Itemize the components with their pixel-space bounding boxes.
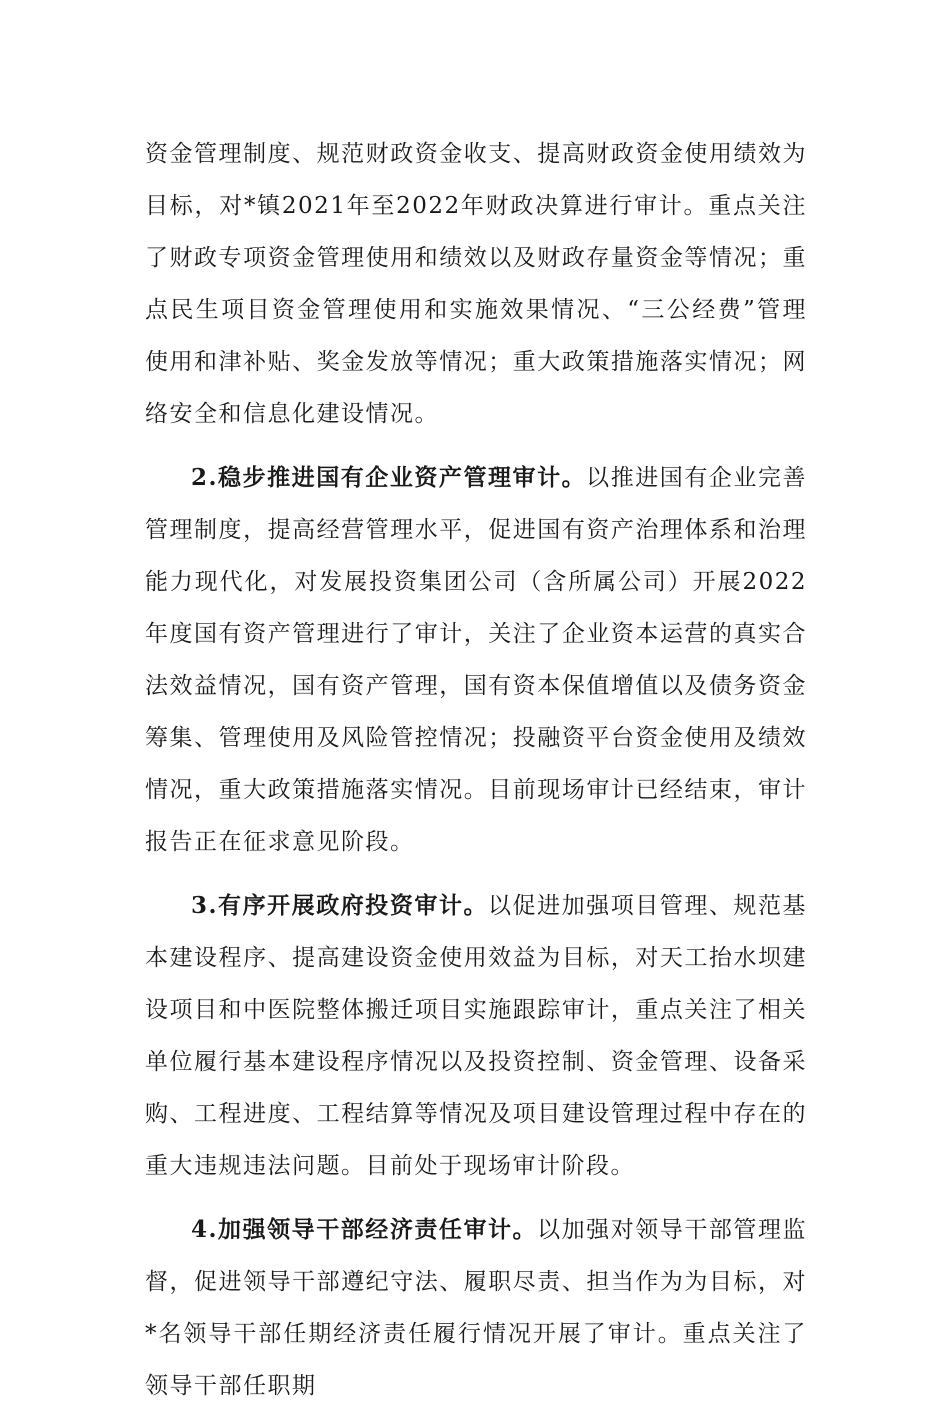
paragraph-4-lead: 4.加强领导干部经济责任审计。 [191,1216,538,1243]
paragraph-3-body: 以促进加强项目管理、规范基本建设程序、提高建设资金使用效益为目标，对天工抬水坝建设项目和中医院整体搬迁项目实施跟踪审计，重点关注了相关单位履行基本建设程序情况以及投资控制、资金管理、设备采购、工程进度、工程结算等情况及项目建设管理过程中存在的重大违规违法问题。目前处于现场审计阶段。 [145,893,808,1179]
paragraph-2-body: 以推进国有企业完善管理制度，提高经营管理水平，促进国有资产治理体系和治理能力现代化，对发展投资集团公司（含所属公司）开展2022年度国有资产管理进行了审计，关注了企业资本运营的真实合法效益情况，国有资产管理，国有资本保值增值以及债务资金筹集、管理使用及风险管控情况；投融资平台资金使用及绩效情况，重大政策措施落实情况。目前现场审计已经结束，审计报告正在征求意见阶段。 [145,465,807,855]
paragraph-1-body: 资金管理制度、规范财政资金收支、提高财政资金使用绩效为目标，对*镇2021年至2022年财政决算进行审计。重点关注了财政专项资金管理使用和绩效以及财政存量资金等情况；重点民生项目资金管理使用和实施效果情况、“三公经费”管理使用和津补贴、奖金发放等情况；重大政策措施落实情况；网络安全和信息化建设情况。 [145,141,807,427]
paragraph-4 [145,1204,807,1412]
paragraph-3 [145,880,807,1192]
paragraph-1 [145,128,807,440]
paragraph-3-lead: 3.有序开展政府投资审计。 [191,892,489,919]
paragraph-2-lead: 2.稳步推进国有企业资产管理审计。 [191,464,587,491]
document-page [145,128,807,1424]
paragraph-4-body: 以加强对领导干部管理监督，促进领导干部遵纪守法、履职尽责、担当作为为目标，对*名领导干部任期经济责任履行情况开展了审计。重点关注了领导干部任职期 [145,1217,808,1399]
paragraph-2 [145,452,807,868]
